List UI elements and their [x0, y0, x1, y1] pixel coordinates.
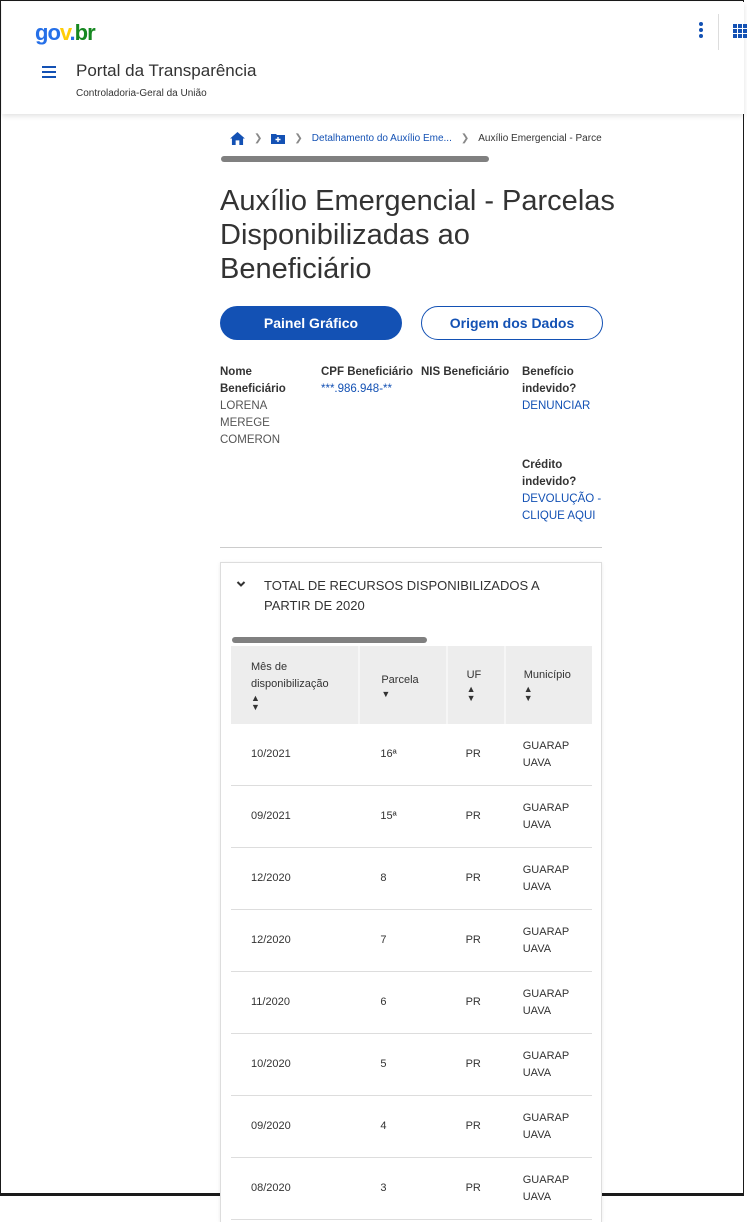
- nome-label: Nome Beneficiário: [220, 366, 286, 395]
- table-row: 11/2020 6 PR GUARAP UAVA: [231, 972, 592, 1034]
- table-row: 09/2020 4 PR GUARAP UAVA: [231, 1096, 592, 1158]
- sort-desc-icon[interactable]: ▼: [381, 688, 391, 699]
- breadcrumb-link-detalhamento[interactable]: Detalhamento do Auxílio Eme...: [311, 132, 452, 144]
- column-header-municipio[interactable]: Município ▲ ▼: [505, 646, 592, 724]
- credito-label: Crédito indevido?: [522, 459, 577, 488]
- site-subtitle: Controladoria-Geral da União: [76, 88, 207, 99]
- breadcrumb-current: Auxílio Emergencial - Parce: [478, 132, 602, 144]
- nome-block: [220, 364, 315, 449]
- site-title[interactable]: Portal da Transparência: [76, 61, 257, 80]
- table-scrollbar[interactable]: [232, 637, 427, 643]
- credito-block: [522, 457, 617, 525]
- nome-value: LORENA MEREGE COMERON: [220, 400, 281, 446]
- top-header: [2, 2, 744, 114]
- more-options-icon[interactable]: [696, 22, 706, 42]
- page-title: Auxílio Emergencial - Parcelas Disponibilizadas ao Beneficiário: [220, 185, 615, 285]
- beneficio-label: Benefício indevido?: [522, 366, 577, 395]
- chevron-right-icon: ❯: [460, 132, 470, 144]
- chevron-right-icon: ❯: [294, 132, 303, 144]
- table-row: 12/2020 7 PR GUARAP UAVA: [231, 910, 592, 972]
- parcelas-table: [231, 646, 592, 1220]
- chevron-right-icon: ❯: [254, 132, 263, 144]
- cpf-value: ***.986.948-**: [321, 383, 392, 395]
- govbr-logo[interactable]: gov.br: [35, 20, 95, 45]
- cpf-label: CPF Beneficiário: [321, 366, 414, 378]
- hamburger-menu-icon[interactable]: [42, 66, 56, 81]
- breadcrumb: [230, 129, 602, 147]
- origem-dos-dados-button[interactable]: Origem dos Dados: [421, 306, 603, 340]
- panel-title[interactable]: TOTAL DE RECURSOS DISPONIBILIZADOS A PARTIR DE 2020: [264, 578, 539, 613]
- home-icon[interactable]: [230, 132, 245, 145]
- table-row: 10/2021 16ª PR GUARAP UAVA: [231, 724, 592, 786]
- column-header-mes[interactable]: Mês de disponibilização ▲ ▼: [231, 646, 359, 724]
- denunciar-link[interactable]: DENUNCIAR: [522, 400, 591, 412]
- table-header-row: [231, 646, 592, 724]
- divider: [220, 547, 602, 548]
- cpf-block: [321, 364, 416, 398]
- table-row: 09/2021 15ª PR GUARAP UAVA: [231, 786, 592, 848]
- apps-grid-icon[interactable]: [733, 24, 747, 38]
- table-row: 10/2020 5 PR GUARAP UAVA: [231, 1034, 592, 1096]
- nis-block: [421, 364, 516, 381]
- table-row: 08/2020 3 PR GUARAP UAVA: [231, 1158, 592, 1220]
- folder-plus-icon[interactable]: [271, 133, 285, 144]
- table-row: 12/2020 8 PR GUARAP UAVA: [231, 848, 592, 910]
- sort-icon[interactable]: ▲ ▼: [523, 684, 533, 703]
- breadcrumb-scrollbar[interactable]: [221, 156, 489, 162]
- chevron-down-icon[interactable]: [236, 579, 246, 589]
- column-header-uf[interactable]: UF ▲ ▼: [447, 646, 505, 724]
- sort-icon[interactable]: ▲ ▼: [466, 684, 476, 703]
- header-divider: [718, 14, 719, 50]
- sort-icon[interactable]: ▲ ▼: [251, 692, 260, 712]
- beneficio-block: [522, 364, 617, 415]
- column-header-parcela[interactable]: Parcela ▼: [359, 646, 446, 724]
- nis-label: NIS Beneficiário: [421, 366, 510, 378]
- devolucao-link[interactable]: DEVOLUÇÃO - CLIQUE AQUI: [522, 493, 602, 522]
- painel-grafico-button[interactable]: Painel Gráfico: [220, 306, 402, 340]
